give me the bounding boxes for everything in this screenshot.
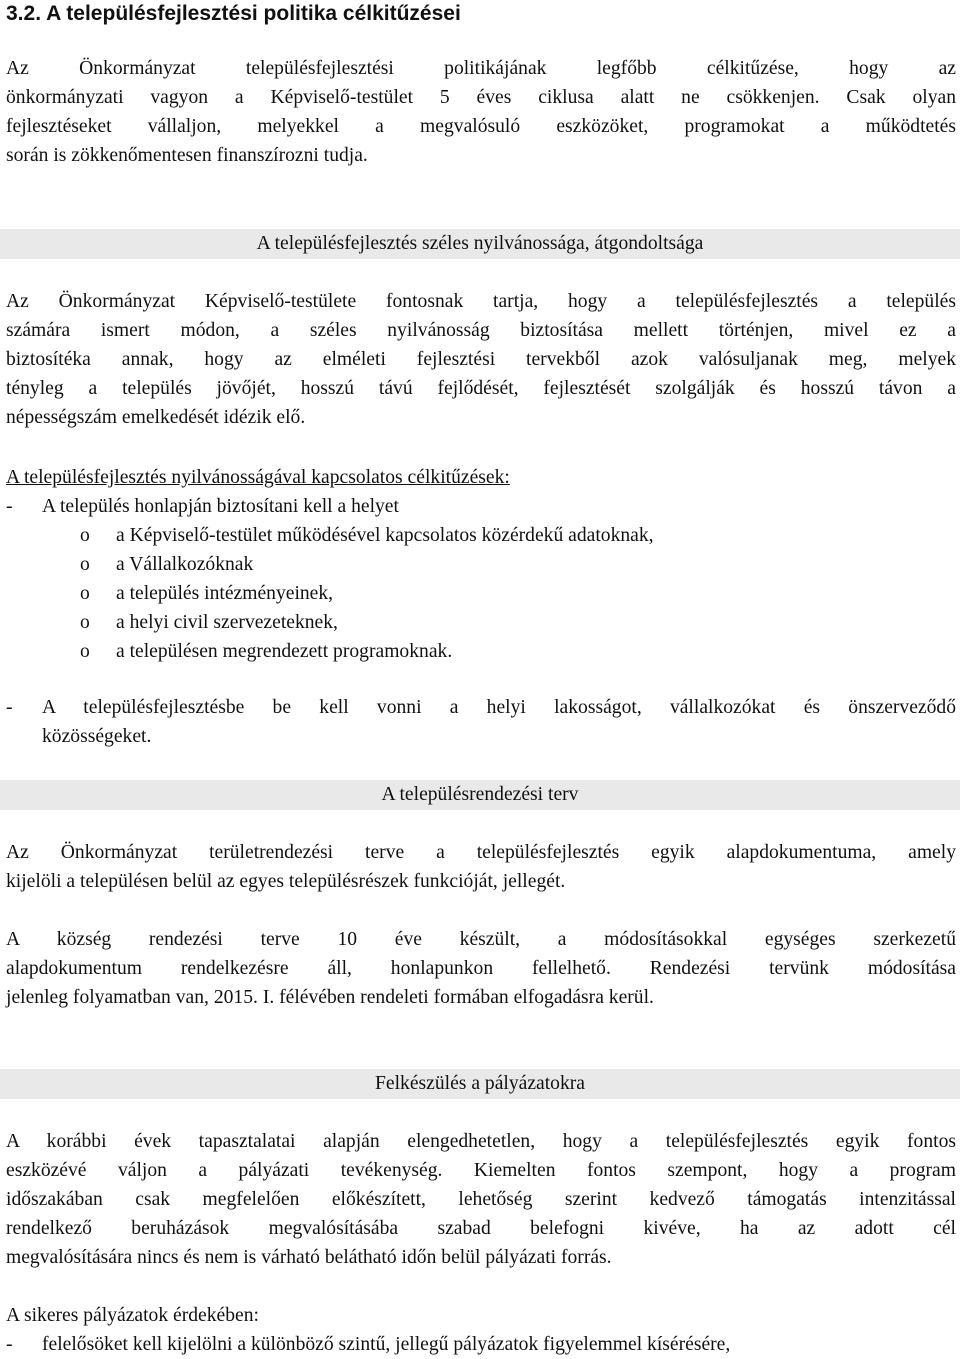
paragraph-line: Az Önkormányzat Képviselő-testülete fontosnak tartja, hogy a településfejlesztés a település	[6, 291, 956, 312]
section-title: Felkészülés a pályázatokra	[375, 1073, 585, 1094]
section-heading: 3.2. A településfejlesztési politika célkitűzései	[6, 2, 461, 25]
list-item-text: a Vállalkozóknak	[116, 554, 254, 575]
paragraph-line: Az Önkormányzat településfejlesztési politikájának legfőbb célkitűzése, hogy az	[6, 58, 956, 79]
paragraph-line: megvalósítására nincs és nem is várható belátható időn belül pályázati forrás.	[6, 1247, 612, 1268]
list-item-text: a Képviselő-testület működésével kapcsolatos közérdekű adatoknak,	[116, 525, 654, 546]
paragraph-line: során is zökkenőmentesen finanszírozni tudja.	[6, 145, 368, 166]
paragraph-line: eszközévé váljon a pályázati tevékenység. Kiemelten fontos szempont, hogy a program	[6, 1160, 956, 1181]
paragraph-line: fejlesztéseket vállaljon, melyekkel a megvalósuló eszközöket, programokat a működtetés	[6, 116, 956, 137]
section-title-bar	[0, 780, 960, 810]
section3-paragraph	[6, 1127, 956, 1272]
intro-paragraph	[6, 54, 956, 170]
paragraph-line: népességszám emelkedését idézik elő.	[6, 407, 306, 428]
paragraph-line: számára ismert módon, a széles nyilvánosság biztosítása mellett történjen, mivel ez a	[6, 320, 956, 341]
section-title: A településrendezési terv	[381, 784, 579, 805]
section2-paragraph-2	[6, 925, 956, 1012]
section1-paragraph	[6, 287, 956, 432]
list-item-text: felelősöket kell kijelölni a különböző szintű, jellegű pályázatok figyelemmel kísérésére,	[42, 1334, 731, 1355]
paragraph-line: biztosítéka annak, hogy az elméleti fejlesztési tervekből azok valósuljanak meg, melyek	[6, 349, 956, 370]
list-item-text: a helyi civil szervezeteknek,	[116, 612, 338, 633]
bullet-marker: o	[80, 612, 90, 633]
paragraph-line: önkormányzati vagyon a Képviselő-testület 5 éves ciklusa alatt ne csökkenjen. Csak olyan	[6, 87, 956, 108]
paragraph-line: rendelkező beruházások megvalósításába szabad belefogni kivéve, ha az adott cél	[6, 1218, 956, 1239]
paragraph-line: A község rendezési terve 10 éve készült, a módosításokkal egységes szerkezetű	[6, 929, 956, 950]
bullet-marker: o	[80, 525, 90, 546]
subheading	[6, 1301, 956, 1330]
list-item-text: a település intézményeinek,	[116, 583, 334, 604]
dash-marker: -	[6, 697, 13, 718]
dash-marker: -	[6, 1334, 13, 1355]
paragraph-line: alapdokumentum rendelkezésre áll, honlapunkon fellelhető. Rendezési tervünk módosítása	[6, 958, 956, 979]
paragraph-line: időszakában csak megfelelően előkészített, lehetőség szerint kedvező támogatás intenzitással	[6, 1189, 956, 1210]
bullet-marker: o	[80, 583, 90, 604]
list-item-text: közösségeket.	[42, 726, 152, 747]
list-item-text: A település honlapján biztosítani kell a helyet	[42, 496, 399, 517]
section2-paragraph-1	[6, 838, 956, 896]
bullet-marker: o	[80, 641, 90, 662]
subheading-text: A sikeres pályázatok érdekében:	[6, 1305, 259, 1326]
paragraph-line: tényleg a település jövőjét, hosszú távú fejlődését, fejlesztését szolgálják és hosszú távon a	[6, 378, 956, 399]
dash-marker: -	[6, 496, 13, 517]
list-item-text: A településfejlesztésbe be kell vonni a helyi lakosságot, vállalkozókat és önszerveződő	[42, 697, 956, 718]
paragraph-line: A korábbi évek tapasztalatai alapján elengedhetetlen, hogy a településfejlesztés egyik fontos	[6, 1131, 956, 1152]
paragraph-line: kijelöli a településen belül az egyes településrészek funkcióját, jellegét.	[6, 871, 566, 892]
paragraph-line: Az Önkormányzat területrendezési terve a településfejlesztés egyik alapdokumentuma, amely	[6, 842, 956, 863]
list-item-text: a településen megrendezett programoknak.	[116, 641, 453, 662]
section-title-bar	[0, 1069, 960, 1099]
bullet-marker: o	[80, 554, 90, 575]
paragraph-line: jelenleg folyamatban van, 2015. I. félévében rendeleti formában elfogadásra kerül.	[6, 987, 654, 1008]
section-title: A településfejlesztés széles nyilvánossága, átgondoltsága	[256, 233, 704, 254]
subheading	[6, 463, 956, 492]
subheading-text: A településfejlesztés nyilvánosságával kapcsolatos célkitűzések:	[6, 467, 510, 488]
section-title-bar	[0, 229, 960, 259]
